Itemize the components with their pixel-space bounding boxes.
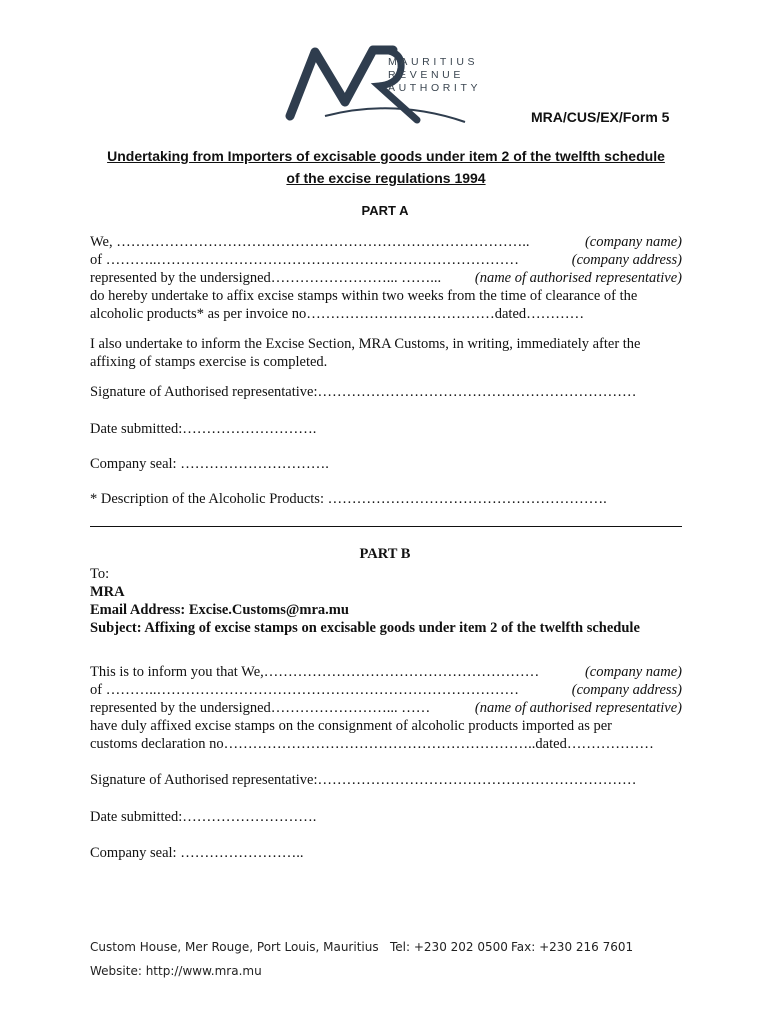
company-address-label: (company address) (571, 252, 682, 268)
document-title (90, 145, 682, 189)
subject-line: Subject: Affixing of excise stamps on excisable goods under item 2 of the twelfth schedule (90, 620, 640, 636)
part-b-date-field: Date submitted:………………………. (90, 809, 317, 825)
line-undertake: do hereby undertake to affix excise stamps within two weeks from the time of clearance of the (90, 288, 638, 304)
recipient-mra: MRA (90, 584, 125, 600)
footer-address: Custom House, Mer Rouge, Port Louis, Mauritius (90, 940, 379, 954)
part-a-paragraph-1 (90, 233, 682, 323)
b-company-address-label: (company address) (571, 682, 682, 698)
part-b-paragraph (90, 663, 682, 753)
logo-line-mauritius: MAURITIUS (388, 56, 479, 68)
b-line-company-address (90, 681, 682, 699)
b-represented-field: represented by the undersigned……………………... …… (90, 700, 431, 716)
footer-tel: Tel: +230 202 0500 (390, 940, 508, 954)
footer-website: Website: http://www.mra.mu (90, 964, 262, 978)
part-a-paragraph-2 (90, 335, 682, 371)
inform-line-1: I also undertake to inform the Excise Section, MRA Customs, in writing, immediately after the (90, 336, 641, 352)
part-b-address-block (90, 565, 682, 637)
b-company-name-label: (company name) (584, 664, 682, 680)
section-divider (90, 526, 682, 527)
email-address: Email Address: Excise.Customs@mra.mu (90, 602, 349, 618)
part-a-heading: PART A (361, 203, 409, 218)
line-invoice: alcoholic products* as per invoice no…………………………………dated………… (90, 306, 585, 322)
rep-name-label: (name of authorised representative) (474, 270, 682, 286)
represented-field: represented by the undersigned……………………... ……... (90, 270, 442, 286)
b-of-field: of ………..………………………………………………………………… (90, 682, 519, 698)
part-a-date-field: Date submitted:………………………. (90, 421, 317, 437)
to-label: To: (90, 566, 110, 582)
line-company-name (90, 233, 682, 251)
logo-line-authority: AUTHORITY (388, 82, 482, 94)
part-a-seal-field: Company seal: …………………………. (90, 456, 329, 472)
b-rep-name-label: (name of authorised representative) (474, 700, 682, 716)
title-line-1: Undertaking from Importers of excisable goods under item 2 of the twelfth schedule (107, 148, 665, 164)
part-b-signature-field: Signature of Authorised representative:………………………………………………………… (90, 772, 637, 788)
footer-fax: Fax: +230 216 7601 (511, 940, 634, 954)
logo-line-revenue: REVENUE (388, 69, 464, 81)
title-line-2: of the excise regulations 1994 (286, 170, 486, 186)
we-field: We, ………………………………………………………………………….. (90, 234, 530, 250)
b-line-declaration: customs declaration no………………………………………………………..dated……………… (90, 736, 654, 752)
part-a-signature-field: Signature of Authorised representative:………………………………………………………… (90, 384, 637, 400)
b-line-affixed: have duly affixed excise stamps on the consignment of alcoholic products imported as per (90, 718, 612, 734)
line-representative (90, 269, 682, 287)
b-line-company-name (90, 663, 682, 681)
description-field: * Description of the Alcoholic Products: …………………………………………………. (90, 491, 607, 507)
mra-logo-text (388, 56, 481, 95)
of-field: of ………..………………………………………………………………… (90, 252, 519, 268)
b-line-representative (90, 699, 682, 717)
inform-line-2: affixing of stamps exercise is completed. (90, 354, 328, 370)
company-name-label: (company name) (584, 234, 682, 250)
part-b-heading: PART B (359, 546, 411, 562)
part-b-seal-field: Company seal: …………………….. (90, 845, 304, 861)
b-inform-field: This is to inform you that We,………………………………………………… (90, 664, 540, 680)
form-code: MRA/CUS/EX/Form 5 (531, 109, 670, 125)
line-company-address (90, 251, 682, 269)
